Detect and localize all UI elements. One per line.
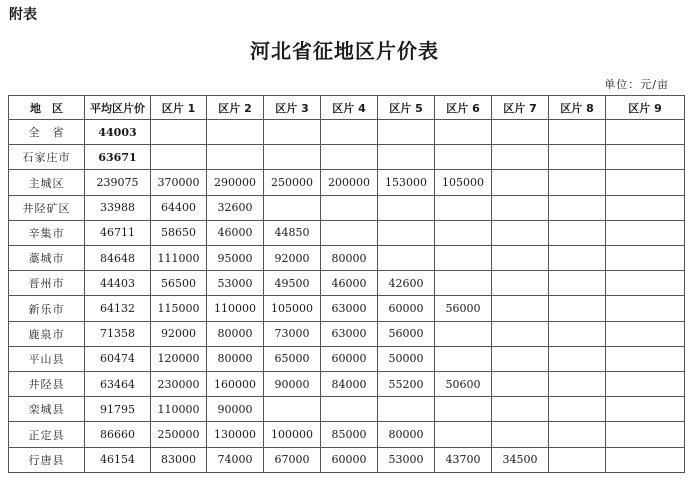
zone-price-cell: [492, 220, 549, 245]
zone-price-cell: [378, 220, 435, 245]
zone-price-cell: 83000: [151, 447, 207, 472]
zone-price-cell: 230000: [151, 372, 207, 397]
table-row: [9, 195, 685, 220]
zone-price-cell: 63000: [321, 321, 378, 346]
average-price-cell: 33988: [85, 195, 151, 220]
header-zone-6: 区片 6: [435, 96, 492, 120]
region-name-cell: 辛集市: [9, 220, 85, 245]
region-name-cell: 藁城市: [9, 246, 85, 271]
zone-price-cell: 250000: [151, 422, 207, 447]
region-name-cell: 栾城县: [9, 397, 85, 422]
zone-price-cell: [435, 346, 492, 371]
zone-price-cell: 73000: [264, 321, 321, 346]
zone-price-cell: [606, 195, 685, 220]
zone-price-cell: [606, 120, 685, 145]
zone-price-cell: 370000: [151, 170, 207, 195]
zone-price-cell: [606, 220, 685, 245]
zone-price-cell: [606, 447, 685, 472]
zone-price-cell: [606, 397, 685, 422]
zone-price-cell: [321, 145, 378, 170]
zone-price-cell: 42600: [378, 271, 435, 296]
average-price-cell: 91795: [85, 397, 151, 422]
average-price-cell: 44003: [85, 120, 151, 145]
region-name-cell: 行唐县: [9, 447, 85, 472]
attachment-label: 附表: [9, 7, 37, 23]
table-row: [9, 271, 685, 296]
zone-price-cell: [207, 145, 264, 170]
zone-price-cell: 56000: [435, 296, 492, 321]
region-name-cell: 井陉县: [9, 372, 85, 397]
zone-price-cell: 290000: [207, 170, 264, 195]
zone-price-cell: [264, 195, 321, 220]
region-name-cell: 正定县: [9, 422, 85, 447]
zone-price-cell: [435, 397, 492, 422]
price-table: [8, 95, 685, 473]
average-price-cell: 86660: [85, 422, 151, 447]
zone-price-cell: 56000: [378, 321, 435, 346]
zone-price-cell: 56500: [151, 271, 207, 296]
header-average: 平均区片价: [85, 96, 151, 120]
zone-price-cell: 80000: [321, 246, 378, 271]
zone-price-cell: 105000: [435, 170, 492, 195]
header-zone-1: 区片 1: [151, 96, 207, 120]
zone-price-cell: [378, 145, 435, 170]
region-name-cell: 井陉矿区: [9, 195, 85, 220]
zone-price-cell: [492, 397, 549, 422]
zone-price-cell: [549, 220, 606, 245]
zone-price-cell: [492, 321, 549, 346]
zone-price-cell: [549, 321, 606, 346]
zone-price-cell: 53000: [207, 271, 264, 296]
zone-price-cell: 100000: [264, 422, 321, 447]
header-zone-9: 区片 9: [606, 96, 685, 120]
zone-price-cell: [151, 120, 207, 145]
zone-price-cell: 64400: [151, 195, 207, 220]
zone-price-cell: [207, 120, 264, 145]
table-row: [9, 220, 685, 245]
average-price-cell: 239075: [85, 170, 151, 195]
zone-price-cell: 95000: [207, 246, 264, 271]
zone-price-cell: 55200: [378, 372, 435, 397]
zone-price-cell: 90000: [264, 372, 321, 397]
header-row: [9, 96, 685, 120]
zone-price-cell: [492, 422, 549, 447]
zone-price-cell: [435, 422, 492, 447]
header-zone-7: 区片 7: [492, 96, 549, 120]
header-zone-8: 区片 8: [549, 96, 606, 120]
zone-price-cell: [321, 195, 378, 220]
region-name-cell: 平山县: [9, 346, 85, 371]
zone-price-cell: [606, 145, 685, 170]
average-price-cell: 71358: [85, 321, 151, 346]
zone-price-cell: 49500: [264, 271, 321, 296]
header-zone-5: 区片 5: [378, 96, 435, 120]
header-zone-4: 区片 4: [321, 96, 378, 120]
zone-price-cell: 32600: [207, 195, 264, 220]
zone-price-cell: [492, 372, 549, 397]
zone-price-cell: [492, 145, 549, 170]
region-name-cell: 全 省: [9, 120, 85, 145]
zone-price-cell: 65000: [264, 346, 321, 371]
zone-price-cell: [549, 422, 606, 447]
zone-price-cell: [549, 271, 606, 296]
zone-price-cell: 115000: [151, 296, 207, 321]
zone-price-cell: 130000: [207, 422, 264, 447]
table-row: [9, 321, 685, 346]
zone-price-cell: [321, 220, 378, 245]
zone-price-cell: [264, 145, 321, 170]
zone-price-cell: [492, 170, 549, 195]
zone-price-cell: [151, 145, 207, 170]
zone-price-cell: 63000: [321, 296, 378, 321]
zone-price-cell: [492, 120, 549, 145]
zone-price-cell: 60000: [321, 447, 378, 472]
zone-price-cell: 46000: [321, 271, 378, 296]
zone-price-cell: 80000: [207, 321, 264, 346]
zone-price-cell: [435, 321, 492, 346]
region-name-cell: 晋州市: [9, 271, 85, 296]
zone-price-cell: [549, 397, 606, 422]
zone-price-cell: 92000: [151, 321, 207, 346]
zone-price-cell: 85000: [321, 422, 378, 447]
region-name-cell: 鹿泉市: [9, 321, 85, 346]
table-row: [9, 397, 685, 422]
zone-price-cell: [264, 120, 321, 145]
zone-price-cell: [435, 271, 492, 296]
table-row: [9, 170, 685, 195]
zone-price-cell: 60000: [321, 346, 378, 371]
region-name-cell: 石家庄市: [9, 145, 85, 170]
table-header: [9, 96, 685, 120]
average-price-cell: 63464: [85, 372, 151, 397]
zone-price-cell: 92000: [264, 246, 321, 271]
zone-price-cell: 67000: [264, 447, 321, 472]
zone-price-cell: [606, 372, 685, 397]
zone-price-cell: [492, 246, 549, 271]
zone-price-cell: 58650: [151, 220, 207, 245]
region-name-cell: 新乐市: [9, 296, 85, 321]
zone-price-cell: 110000: [151, 397, 207, 422]
average-price-cell: 44403: [85, 271, 151, 296]
zone-price-cell: [606, 296, 685, 321]
zone-price-cell: 44850: [264, 220, 321, 245]
zone-price-cell: [435, 145, 492, 170]
zone-price-cell: [264, 397, 321, 422]
zone-price-cell: [549, 346, 606, 371]
average-price-cell: 46711: [85, 220, 151, 245]
zone-price-cell: [606, 271, 685, 296]
zone-price-cell: [549, 372, 606, 397]
zone-price-cell: 120000: [151, 346, 207, 371]
zone-price-cell: [378, 397, 435, 422]
zone-price-cell: 111000: [151, 246, 207, 271]
average-price-cell: 84648: [85, 246, 151, 271]
zone-price-cell: [549, 296, 606, 321]
zone-price-cell: 46000: [207, 220, 264, 245]
average-price-cell: 64132: [85, 296, 151, 321]
zone-price-cell: [492, 195, 549, 220]
zone-price-cell: 50000: [378, 346, 435, 371]
zone-price-cell: [435, 246, 492, 271]
zone-price-cell: [492, 271, 549, 296]
zone-price-cell: 200000: [321, 170, 378, 195]
table-row: [9, 246, 685, 271]
zone-price-cell: [435, 220, 492, 245]
unit-label: 单位：元/亩: [604, 78, 669, 91]
zone-price-cell: 74000: [207, 447, 264, 472]
zone-price-cell: [606, 321, 685, 346]
zone-price-cell: [492, 296, 549, 321]
zone-price-cell: [549, 170, 606, 195]
zone-price-cell: [549, 447, 606, 472]
zone-price-cell: [606, 246, 685, 271]
zone-price-cell: 34500: [492, 447, 549, 472]
region-name-cell: 主城区: [9, 170, 85, 195]
zone-price-cell: [378, 195, 435, 220]
zone-price-cell: [606, 422, 685, 447]
zone-price-cell: 80000: [378, 422, 435, 447]
average-price-cell: 63671: [85, 145, 151, 170]
table-body: [9, 120, 685, 473]
zone-price-cell: 250000: [264, 170, 321, 195]
zone-price-cell: [435, 195, 492, 220]
zone-price-cell: [549, 195, 606, 220]
zone-price-cell: 90000: [207, 397, 264, 422]
header-zone-3: 区片 3: [264, 96, 321, 120]
zone-price-cell: [321, 120, 378, 145]
zone-price-cell: 153000: [378, 170, 435, 195]
zone-price-cell: 110000: [207, 296, 264, 321]
zone-price-cell: [549, 145, 606, 170]
header-zone-2: 区片 2: [207, 96, 264, 120]
zone-price-cell: 160000: [207, 372, 264, 397]
zone-price-cell: 50600: [435, 372, 492, 397]
zone-price-cell: 80000: [207, 346, 264, 371]
zone-price-cell: 53000: [378, 447, 435, 472]
zone-price-cell: [606, 170, 685, 195]
zone-price-cell: [321, 397, 378, 422]
zone-price-cell: 43700: [435, 447, 492, 472]
zone-price-cell: [378, 246, 435, 271]
zone-price-cell: [378, 120, 435, 145]
table-row: [9, 422, 685, 447]
table-row: [9, 346, 685, 371]
table-row: [9, 447, 685, 472]
table-row: [9, 372, 685, 397]
zone-price-cell: 60000: [378, 296, 435, 321]
header-region: 地 区: [9, 96, 85, 120]
zone-price-cell: [549, 120, 606, 145]
table-row: [9, 296, 685, 321]
average-price-cell: 60474: [85, 346, 151, 371]
zone-price-cell: [492, 346, 549, 371]
page-title: 河北省征地区片价表: [250, 39, 439, 63]
zone-price-cell: [435, 120, 492, 145]
zone-price-cell: [606, 346, 685, 371]
table-row: [9, 145, 685, 170]
average-price-cell: 46154: [85, 447, 151, 472]
zone-price-cell: 84000: [321, 372, 378, 397]
zone-price-cell: 105000: [264, 296, 321, 321]
table-row: [9, 120, 685, 145]
zone-price-cell: [549, 246, 606, 271]
